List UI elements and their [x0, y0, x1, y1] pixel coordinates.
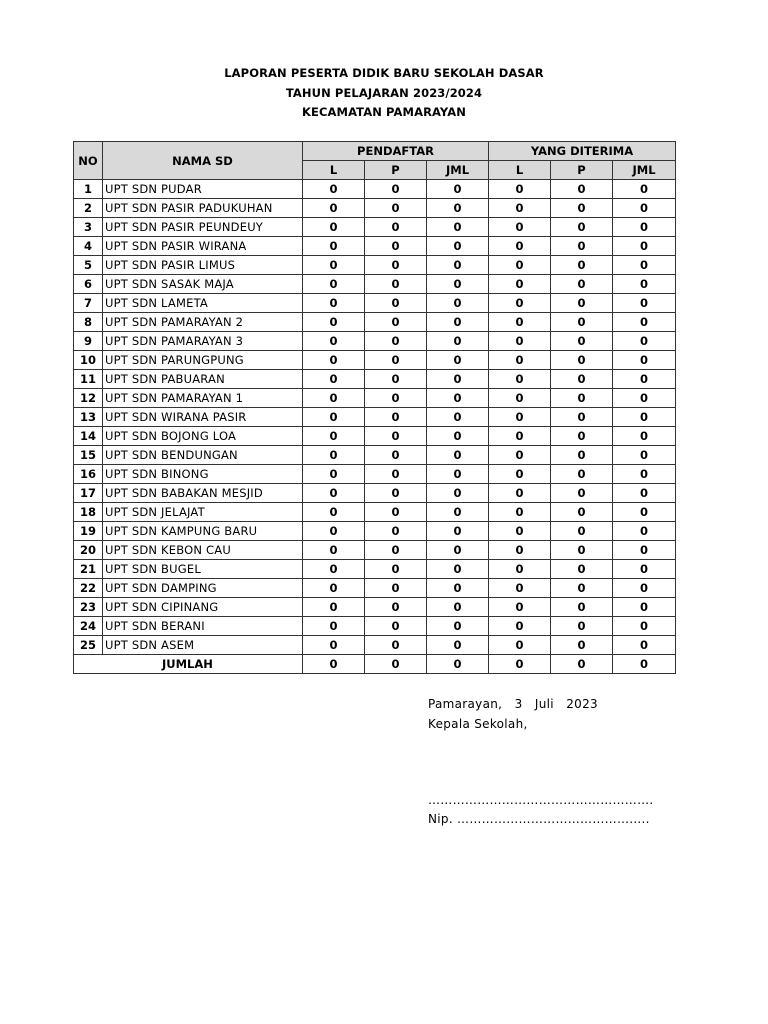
report-year: TAHUN PELAJARAN 2023/2024 [285, 86, 483, 100]
count-cell: 0 [489, 636, 551, 655]
count-cell: 0 [365, 522, 427, 541]
count-cell: 0 [551, 389, 613, 408]
school-name: UPT SDN BINONG [103, 465, 303, 484]
report-title: LAPORAN PESERTA DIDIK BARU SEKOLAH DASAR [224, 66, 544, 80]
count-cell: 0 [427, 275, 489, 294]
count-cell: 0 [551, 598, 613, 617]
table-row [74, 256, 676, 275]
total-label: JUMLAH [74, 655, 303, 674]
table-row [74, 218, 676, 237]
school-name: UPT SDN KAMPUNG BARU [103, 522, 303, 541]
count-cell: 0 [489, 199, 551, 218]
count-cell: 0 [427, 427, 489, 446]
table-row [74, 465, 676, 484]
count-cell: 0 [613, 503, 676, 522]
count-cell: 0 [365, 408, 427, 427]
school-name: UPT SDN JELAJAT [103, 503, 303, 522]
subheader-jml: JML [427, 161, 489, 180]
count-cell: 0 [489, 351, 551, 370]
count-cell: 0 [489, 408, 551, 427]
count-cell: 0 [303, 180, 365, 199]
school-name: UPT SDN PASIR PADUKUHAN [103, 199, 303, 218]
count-cell: 0 [489, 503, 551, 522]
count-cell: 0 [489, 446, 551, 465]
count-cell: 0 [613, 598, 676, 617]
total-row [74, 655, 676, 674]
count-cell: 0 [365, 180, 427, 199]
total-cell: 0 [365, 655, 427, 674]
count-cell: 0 [551, 180, 613, 199]
count-cell: 0 [365, 218, 427, 237]
count-cell: 0 [427, 256, 489, 275]
count-cell: 0 [303, 256, 365, 275]
row-number: 4 [74, 237, 103, 256]
count-cell: 0 [365, 560, 427, 579]
school-name: UPT SDN DAMPING [103, 579, 303, 598]
count-cell: 0 [489, 332, 551, 351]
table-row [74, 332, 676, 351]
row-number: 14 [74, 427, 103, 446]
count-cell: 0 [613, 636, 676, 655]
count-cell: 0 [427, 446, 489, 465]
count-cell: 0 [613, 199, 676, 218]
count-cell: 0 [427, 218, 489, 237]
school-name: UPT SDN BERANI [103, 617, 303, 636]
school-name: UPT SDN BOJONG LOA [103, 427, 303, 446]
table-row [74, 636, 676, 655]
count-cell: 0 [365, 465, 427, 484]
row-number: 21 [74, 560, 103, 579]
count-cell: 0 [489, 275, 551, 294]
count-cell: 0 [551, 237, 613, 256]
table-row [74, 541, 676, 560]
table-row [74, 560, 676, 579]
count-cell: 0 [303, 332, 365, 351]
header-diterima: YANG DITERIMA [489, 142, 676, 161]
count-cell: 0 [551, 294, 613, 313]
count-cell: 0 [551, 484, 613, 503]
school-name: UPT SDN PUDAR [103, 180, 303, 199]
count-cell: 0 [551, 370, 613, 389]
count-cell: 0 [365, 351, 427, 370]
count-cell: 0 [489, 256, 551, 275]
student-report-table [73, 141, 676, 674]
count-cell: 0 [427, 598, 489, 617]
row-number: 22 [74, 579, 103, 598]
count-cell: 0 [551, 560, 613, 579]
total-cell: 0 [489, 655, 551, 674]
row-number: 9 [74, 332, 103, 351]
count-cell: 0 [489, 370, 551, 389]
count-cell: 0 [551, 541, 613, 560]
count-cell: 0 [427, 503, 489, 522]
row-number: 12 [74, 389, 103, 408]
count-cell: 0 [303, 560, 365, 579]
school-name: UPT SDN BABAKAN MESJID [103, 484, 303, 503]
school-name: UPT SDN PAMARAYAN 2 [103, 313, 303, 332]
count-cell: 0 [427, 560, 489, 579]
row-number: 20 [74, 541, 103, 560]
count-cell: 0 [613, 560, 676, 579]
count-cell: 0 [303, 503, 365, 522]
count-cell: 0 [303, 484, 365, 503]
count-cell: 0 [303, 294, 365, 313]
count-cell: 0 [365, 370, 427, 389]
count-cell: 0 [613, 275, 676, 294]
count-cell: 0 [489, 465, 551, 484]
school-name: UPT SDN CIPINANG [103, 598, 303, 617]
count-cell: 0 [489, 541, 551, 560]
table-row [74, 579, 676, 598]
count-cell: 0 [427, 465, 489, 484]
count-cell: 0 [365, 503, 427, 522]
school-name: UPT SDN PABUARAN [103, 370, 303, 389]
count-cell: 0 [489, 180, 551, 199]
total-cell: 0 [427, 655, 489, 674]
count-cell: 0 [365, 484, 427, 503]
count-cell: 0 [613, 313, 676, 332]
row-number: 17 [74, 484, 103, 503]
table-row [74, 351, 676, 370]
total-cell: 0 [551, 655, 613, 674]
count-cell: 0 [427, 313, 489, 332]
header-school-name: NAMA SD [103, 142, 303, 180]
count-cell: 0 [489, 617, 551, 636]
table-row [74, 617, 676, 636]
table-row [74, 484, 676, 503]
count-cell: 0 [365, 313, 427, 332]
count-cell: 0 [613, 389, 676, 408]
count-cell: 0 [365, 579, 427, 598]
row-number: 16 [74, 465, 103, 484]
table-row [74, 598, 676, 617]
row-number: 23 [74, 598, 103, 617]
count-cell: 0 [427, 636, 489, 655]
count-cell: 0 [427, 522, 489, 541]
count-cell: 0 [489, 560, 551, 579]
count-cell: 0 [613, 332, 676, 351]
report-district: KECAMATAN PAMARAYAN [302, 105, 466, 119]
count-cell: 0 [551, 579, 613, 598]
count-cell: 0 [427, 408, 489, 427]
count-cell: 0 [303, 636, 365, 655]
count-cell: 0 [489, 484, 551, 503]
count-cell: 0 [551, 465, 613, 484]
school-name: UPT SDN ASEM [103, 636, 303, 655]
count-cell: 0 [427, 294, 489, 313]
count-cell: 0 [427, 351, 489, 370]
school-name: UPT SDN PASIR PEUNDEUY [103, 218, 303, 237]
count-cell: 0 [613, 617, 676, 636]
school-name: UPT SDN PAMARAYAN 3 [103, 332, 303, 351]
count-cell: 0 [303, 275, 365, 294]
subheader-p: P [365, 161, 427, 180]
table-row [74, 446, 676, 465]
count-cell: 0 [303, 408, 365, 427]
row-number: 2 [74, 199, 103, 218]
count-cell: 0 [613, 484, 676, 503]
count-cell: 0 [365, 237, 427, 256]
row-number: 10 [74, 351, 103, 370]
subheader-l: L [303, 161, 365, 180]
count-cell: 0 [427, 579, 489, 598]
row-number: 13 [74, 408, 103, 427]
row-number: 25 [74, 636, 103, 655]
header-no: NO [74, 142, 103, 180]
school-name: UPT SDN BENDUNGAN [103, 446, 303, 465]
table-row [74, 275, 676, 294]
count-cell: 0 [427, 389, 489, 408]
count-cell: 0 [489, 579, 551, 598]
table-row [74, 180, 676, 199]
table-row [74, 427, 676, 446]
count-cell: 0 [427, 617, 489, 636]
count-cell: 0 [489, 294, 551, 313]
count-cell: 0 [489, 598, 551, 617]
row-number: 18 [74, 503, 103, 522]
count-cell: 0 [303, 598, 365, 617]
count-cell: 0 [551, 427, 613, 446]
count-cell: 0 [303, 351, 365, 370]
count-cell: 0 [365, 199, 427, 218]
count-cell: 0 [303, 617, 365, 636]
count-cell: 0 [365, 427, 427, 446]
table-row [74, 237, 676, 256]
count-cell: 0 [551, 199, 613, 218]
count-cell: 0 [489, 313, 551, 332]
school-name: UPT SDN SASAK MAJA [103, 275, 303, 294]
count-cell: 0 [365, 541, 427, 560]
count-cell: 0 [613, 370, 676, 389]
school-name: UPT SDN KEBON CAU [103, 541, 303, 560]
count-cell: 0 [365, 617, 427, 636]
subheader-jml: JML [613, 161, 676, 180]
count-cell: 0 [365, 446, 427, 465]
count-cell: 0 [551, 351, 613, 370]
count-cell: 0 [365, 294, 427, 313]
table-row [74, 389, 676, 408]
count-cell: 0 [551, 408, 613, 427]
row-number: 15 [74, 446, 103, 465]
table-row [74, 294, 676, 313]
school-name: UPT SDN LAMETA [103, 294, 303, 313]
count-cell: 0 [365, 636, 427, 655]
count-cell: 0 [551, 636, 613, 655]
count-cell: 0 [613, 541, 676, 560]
row-number: 7 [74, 294, 103, 313]
signature-role: Kepala Sekolah, [428, 717, 528, 731]
count-cell: 0 [489, 427, 551, 446]
count-cell: 0 [551, 313, 613, 332]
school-name: UPT SDN PARUNGPUNG [103, 351, 303, 370]
count-cell: 0 [365, 332, 427, 351]
count-cell: 0 [551, 522, 613, 541]
count-cell: 0 [613, 427, 676, 446]
count-cell: 0 [613, 351, 676, 370]
count-cell: 0 [613, 465, 676, 484]
count-cell: 0 [551, 332, 613, 351]
count-cell: 0 [427, 199, 489, 218]
count-cell: 0 [303, 370, 365, 389]
signature-name-line: ………………………………………………. [428, 793, 654, 807]
school-name: UPT SDN PASIR WIRANA [103, 237, 303, 256]
school-name: UPT SDN BUGEL [103, 560, 303, 579]
header-pendaftar: PENDAFTAR [303, 142, 489, 161]
count-cell: 0 [613, 408, 676, 427]
count-cell: 0 [613, 579, 676, 598]
row-number: 11 [74, 370, 103, 389]
row-number: 1 [74, 180, 103, 199]
count-cell: 0 [303, 313, 365, 332]
count-cell: 0 [365, 256, 427, 275]
count-cell: 0 [613, 180, 676, 199]
count-cell: 0 [613, 218, 676, 237]
subheader-p: P [551, 161, 613, 180]
subheader-l: L [489, 161, 551, 180]
count-cell: 0 [303, 446, 365, 465]
table-row [74, 370, 676, 389]
count-cell: 0 [427, 370, 489, 389]
signature-nip: Nip. ……………………………………….. [428, 812, 650, 826]
count-cell: 0 [303, 218, 365, 237]
count-cell: 0 [303, 541, 365, 560]
row-number: 5 [74, 256, 103, 275]
row-number: 19 [74, 522, 103, 541]
school-name: UPT SDN PASIR LIMUS [103, 256, 303, 275]
count-cell: 0 [427, 484, 489, 503]
count-cell: 0 [489, 237, 551, 256]
school-name: UPT SDN PAMARAYAN 1 [103, 389, 303, 408]
count-cell: 0 [365, 598, 427, 617]
table-row [74, 408, 676, 427]
count-cell: 0 [427, 237, 489, 256]
count-cell: 0 [613, 294, 676, 313]
count-cell: 0 [303, 522, 365, 541]
count-cell: 0 [489, 389, 551, 408]
table-row [74, 503, 676, 522]
count-cell: 0 [427, 180, 489, 199]
row-number: 3 [74, 218, 103, 237]
count-cell: 0 [551, 256, 613, 275]
row-number: 8 [74, 313, 103, 332]
count-cell: 0 [303, 465, 365, 484]
table-body [74, 180, 676, 655]
count-cell: 0 [427, 332, 489, 351]
count-cell: 0 [551, 446, 613, 465]
count-cell: 0 [365, 275, 427, 294]
signature-place-date: Pamarayan, 3 Juli 2023 [428, 697, 598, 711]
count-cell: 0 [489, 522, 551, 541]
count-cell: 0 [613, 237, 676, 256]
count-cell: 0 [303, 389, 365, 408]
table-row [74, 199, 676, 218]
count-cell: 0 [551, 218, 613, 237]
count-cell: 0 [613, 256, 676, 275]
count-cell: 0 [551, 503, 613, 522]
table-row [74, 522, 676, 541]
count-cell: 0 [427, 541, 489, 560]
count-cell: 0 [613, 522, 676, 541]
count-cell: 0 [551, 617, 613, 636]
count-cell: 0 [551, 275, 613, 294]
table-row [74, 313, 676, 332]
count-cell: 0 [303, 199, 365, 218]
row-number: 6 [74, 275, 103, 294]
total-cell: 0 [303, 655, 365, 674]
row-number: 24 [74, 617, 103, 636]
count-cell: 0 [489, 218, 551, 237]
count-cell: 0 [303, 579, 365, 598]
count-cell: 0 [365, 389, 427, 408]
school-name: UPT SDN WIRANA PASIR [103, 408, 303, 427]
count-cell: 0 [303, 237, 365, 256]
total-cell: 0 [613, 655, 676, 674]
count-cell: 0 [303, 427, 365, 446]
count-cell: 0 [613, 446, 676, 465]
